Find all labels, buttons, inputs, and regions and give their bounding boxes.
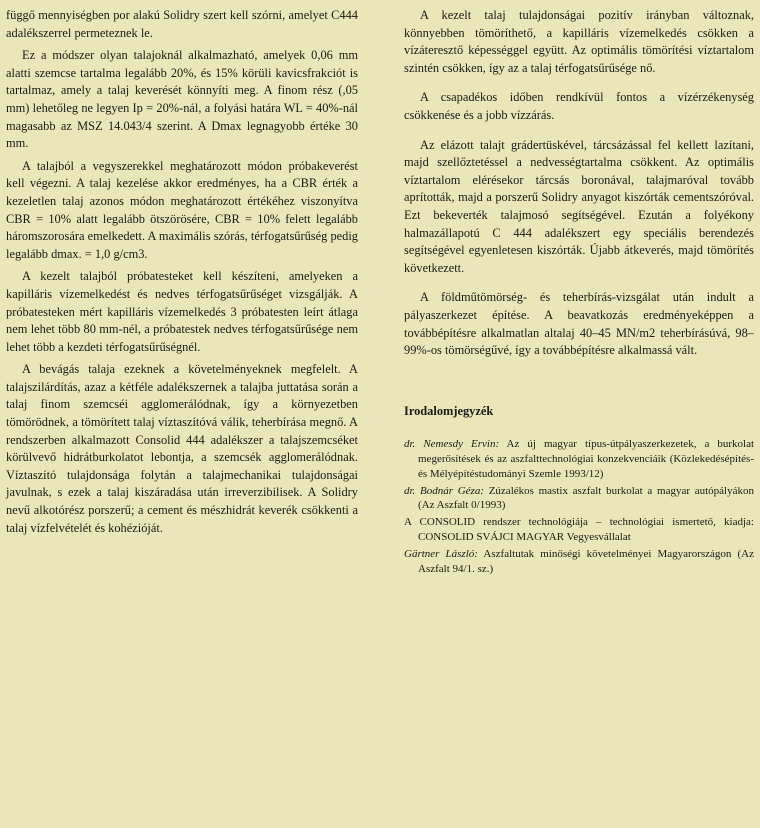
- reference-text: Zúzalékos mastix aszfalt burkolat a magyar autópályákon (Az Aszfalt 0/1993): [418, 484, 754, 512]
- left-column: [6, 7, 358, 542]
- reference-item: [404, 515, 754, 545]
- paragraph: A bevágás talaja ezeknek a követelményeknek megfelelt. A talajszilárdítás, azaz a kétféle adalékszernek a talajba juttatása során a talaj finom szemcséi agglomerálódnak, így a környezetben tömörödnek, a tömörített talaj víztaszítóvá válik, teherbírása megnő. A rendszerben alkalmazott Consolid 444 adalékszer a talajszemcséket körülvevő hidrátburkolatot lebontja, a szemcsék agglomerálódnak. Víztaszító tulajdonsága folytán a talajmechanikai tulajdonságai javulnak, s ezek a talaj kiszáradása után irreverzibilisek. A Solidry nevű alkotórész porszerű; a cement és mészhidrát keverék csökkenti a talaj vízfelvételét és kohézióját.: [6, 362, 358, 535]
- right-column: [404, 7, 754, 578]
- reference-text: Aszfaltutak minőségi követelményei Magyarországon (Az Aszfalt 94/1. sz.): [418, 547, 754, 575]
- reference-text: A CONSOLID rendszer technológiája – technológiai ismertető, kiadja: CONSOLID SVÁJCI MAGYAR Vegyesvállalat: [404, 516, 754, 544]
- reference-text: Az új magyar típus-útpályaszerkezetek, a burkolat megerősítések és az aszfalttechnológiai konzekvenciáik (Közlekedésépítés- és Mélyépítéstudományi Szemle 1993/12): [418, 438, 755, 480]
- paragraph: A csapadékos időben rendkívül fontos a vízérzékenység csökkenése és a jobb vízzárás.: [404, 90, 754, 122]
- paragraph: A földműtömörség- és teherbírás-vizsgálat után indult a pályaszerkezet építése. A beavatkozás eredményeképpen a továbbépítésre alkalmatlan altalaj 40–45 MN/m2 teherbírásúvá, 98–99%-os tömörségűvé, így a továbbépítésre alkalmassá vált.: [404, 290, 754, 358]
- reference-item: [404, 547, 754, 577]
- paragraph: Az elázott talajt grádertüskével, tárcsázással fel kellett lazítani, majd szellőztetéssel a nedvességtartalma csökkent. Az optimális víztartalom elérésekor tárcsás boronával, talajmaróval tovább aprították, majd a porszerű Solidry anyagot kiszórták cementszóróval. Ezt bekeverték talajmosó segítségével. Ezután a folyékony halmazállapotú C 444 adalékszert egy speciális berendezés segítségével egyenletesen kiszórták. Újabb átkeverés, majd tömörítés következett.: [404, 137, 754, 275]
- reference-item: [404, 484, 754, 514]
- reference-author: dr. Bodnár Géza:: [404, 484, 484, 497]
- reference-item: [404, 437, 754, 481]
- paragraph: A kezelt talaj tulajdonságai pozitív irányban változnak, könnyebben tömöríthető, a kapilláris vízemelkedés csökken a vízáteresztő képességgel együtt. Az optimális tömörítési víztartalom szintén csökken, így az a talaj térfogatsűrűsége nő.: [404, 8, 754, 75]
- paragraph: A talajból a vegyszerekkel meghatározott módon próbakeverést kell végezni. A talaj kezelése akkor eredményes, ha a CBR érték a kezeletlen talaj azonos módon meghatározott értékéhez viszonyítva CBR = 10% alatt legalább ötszörösére, CBR = 10% felett legalább háromszorosára emelkedett. A maximális szórás, térfogatsűrűség pedig legalább dmax. = 1,0 g/cm3.: [6, 158, 358, 261]
- references-heading: Irodalomjegyzék: [404, 403, 494, 418]
- paragraph: függő mennyiségben por alakú Solidry szert kell szórni, amelyet C444 adalékszerrel permeteznek le.: [6, 8, 358, 40]
- reference-author: dr. Nemesdy Ervin:: [404, 438, 500, 451]
- reference-author: Gärtner László:: [404, 547, 478, 560]
- paragraph: A kezelt talajból próbatesteket kell készíteni, amelyeken a kapilláris vízemelkedést és nedves térfogatsűrűséget vizsgálják. A próbatesteken mért kapilláris vízemelkedés 3 próbatesten leírt átlaga nem lehet több 80 mm-nél, a próbatestek nedves térfogatsűrűsége nem lehet több a kezdeti térfogatsűrűségnél.: [6, 269, 358, 354]
- paragraph: Ez a módszer olyan talajoknál alkalmazható, amelyek 0,06 mm alatti szemcse tartalma legalább 20%, és 15% körüli kavicsfrakciót is tartalmaz, amely a talaj keverését könnyíti meg. A finom rész (,05 mm) lehetőleg ne legyen Ip = 20%-nál, a folyási határa WL = 40%-nál magasabb az MSZ 14.043/4 szerint. A Dmax legnagyobb értéke 30 mm.: [6, 48, 358, 151]
